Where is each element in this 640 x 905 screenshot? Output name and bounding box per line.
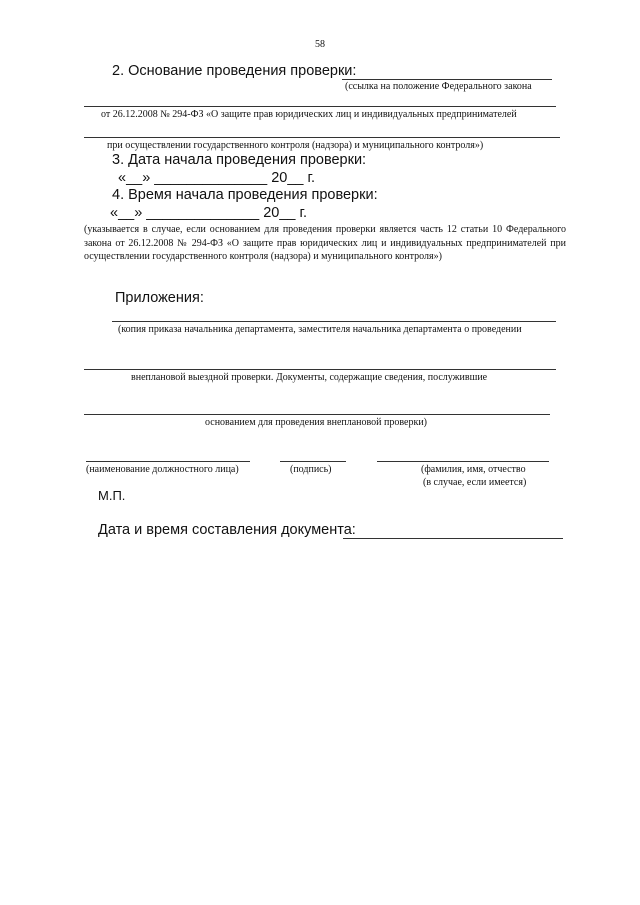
section-2-note-line-3: при осуществлении государственного контроля (надзора) и муниципального контроля») — [107, 140, 484, 151]
stamp-label: М.П. — [98, 488, 126, 503]
attachments-blank-line-3[interactable] — [84, 414, 550, 415]
attachments-line-3: основанием для проведения внеплановой проверки) — [205, 417, 428, 428]
section-2-field-line[interactable] — [342, 79, 552, 80]
section-2-blank-line-1[interactable] — [84, 106, 556, 107]
attachments-blank-line-1[interactable] — [112, 321, 556, 322]
signature-label: (подпись) — [290, 464, 332, 475]
section-4-title: 4. Время начала проведения проверки: — [112, 187, 378, 203]
name-label-2: (в случае, если имеется) — [423, 477, 527, 488]
attachments-line-1: (копия приказа начальника департамента, заместителя начальника департамента о проведении — [118, 324, 522, 335]
section-2-note-line-1: (ссылка на положение Федерального закона — [345, 81, 532, 92]
position-label: (наименование должностного лица) — [86, 464, 239, 475]
section-2-title: 2. Основание проведения проверки: — [112, 63, 357, 79]
section-3-date-line[interactable]: «__» ______________ 20__ г. — [118, 170, 316, 186]
section-4-date-line[interactable]: «__» ______________ 20__ г. — [110, 205, 308, 221]
attachments-blank-line-2[interactable] — [84, 369, 556, 370]
position-field-line[interactable] — [86, 461, 250, 462]
signature-field-line[interactable] — [280, 461, 346, 462]
section-3-title: 3. Дата начала проведения проверки: — [112, 152, 367, 168]
section-2-note-line-2: от 26.12.2008 № 294-ФЗ «О защите прав юридических лиц и индивидуальных предпринимателей — [101, 109, 517, 120]
name-label: (фамилия, имя, отчество — [421, 464, 526, 475]
name-field-line[interactable] — [377, 461, 549, 462]
attachments-line-2: внеплановой выездной проверки. Документы, содержащие сведения, послужившие — [131, 372, 488, 383]
document-datetime-field-line[interactable] — [343, 538, 563, 539]
page-number: 58 — [315, 39, 325, 50]
section-2-blank-line-2[interactable] — [84, 137, 560, 138]
section-4-note: (указывается в случае, если основанием для проведения проверки является часть 12 статьи 10 Федерального закона от 26.12.2008 № 294-ФЗ «О защите прав юридических лиц и индивидуальных предпринимателей при осуществлении государственного контроля (надзора) и муниципального контроля») — [84, 224, 566, 262]
document-datetime-label: Дата и время составления документа: — [98, 522, 356, 538]
attachments-title: Приложения: — [115, 290, 204, 306]
